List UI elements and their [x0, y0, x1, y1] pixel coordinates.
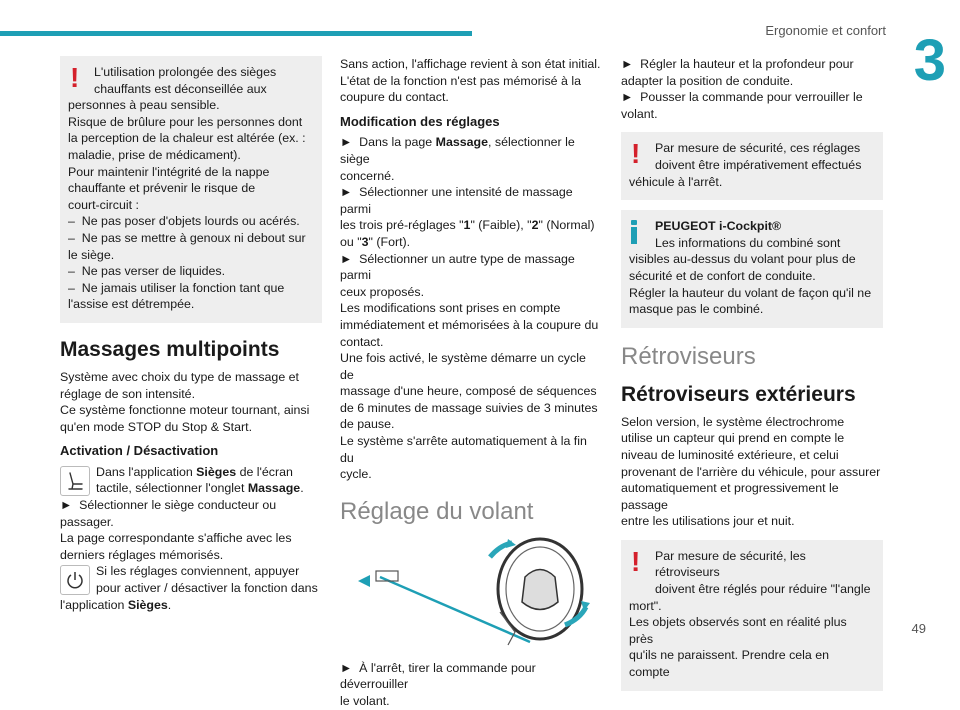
text-line: L'état de la fonction n'est pas mémorisé à la — [340, 73, 581, 88]
warning-exclamation-icon: ! — [631, 545, 641, 577]
text-line: le volant. — [340, 694, 390, 709]
section-title-mirrors: Rétroviseurs — [621, 342, 756, 370]
warning-box-heated-seats — [60, 56, 322, 323]
text-line: la perception de la chaleur est altérée (ex. : — [68, 131, 306, 146]
text-line: Risque de brûlure pour les personnes dont — [68, 114, 303, 129]
text-line: immédiatement et mémorisées à la coupure du — [340, 317, 599, 332]
text-line: tactile, sélectionner l'onglet Massage. — [96, 481, 304, 496]
text-line: ► Pousser la commande pour verrouiller le — [621, 90, 863, 105]
page-header-title: Ergonomie et confort — [765, 23, 886, 38]
section-title-exterior-mirrors: Rétroviseurs extérieurs — [621, 382, 856, 406]
subtitle-modification: Modification des réglages — [340, 113, 500, 129]
text-line: derniers réglages mémorisés. — [60, 547, 224, 562]
mirrors-body — [621, 414, 883, 530]
text-line: – Ne pas poser d'objets lourds ou acérés. — [68, 214, 300, 229]
text-line: Une fois activé, le système démarre un cycle de — [340, 351, 590, 382]
warning-text — [629, 545, 873, 598]
warning-exclamation-icon: ! — [631, 138, 641, 170]
text-line: doivent être réglés pour réduire "l'angle — [655, 582, 871, 597]
text-line: entre les utilisations jour et nuit. — [621, 514, 795, 529]
text-line: Ce système fonctionne moteur tournant, ainsi — [60, 403, 310, 418]
text-line: doivent être impérativement effectués — [655, 157, 862, 172]
section-title-steering: Réglage du volant — [340, 497, 534, 525]
text-line: contact. — [340, 334, 384, 349]
warning-box-mirrors — [621, 540, 883, 691]
text-line: La page correspondante s'affiche avec les — [60, 531, 292, 546]
text-line: masque pas le combiné. — [629, 302, 764, 317]
page-number: 49 — [911, 621, 926, 636]
text-line: qu'en mode STOP du Stop & Start. — [60, 419, 253, 434]
text-line: court-circuit : — [68, 197, 139, 212]
text-line: ou "3" (Fort). — [340, 234, 411, 249]
text-line: les trois pré-réglages "1" (Faible), "2" (Normal) — [340, 218, 595, 233]
app-seats-instruction — [60, 464, 322, 497]
text-line: provenant de l'arrière du véhicule, pour assurer — [621, 464, 881, 479]
info-text — [629, 218, 873, 251]
text-line: – Ne pas se mettre à genoux ni debout sur — [68, 230, 306, 245]
text-line: utilise un capteur qui prend en compte le — [621, 431, 845, 446]
header-accent-bar — [0, 31, 472, 36]
text-line: réglage de son intensité. — [60, 386, 196, 401]
text-line: massage d'une heure, composé de séquences — [340, 384, 597, 399]
subtitle-activation: Activation / Désactivation — [60, 443, 219, 459]
text-line: pour activer / désactiver la fonction dans — [96, 581, 318, 596]
text-line: Les modifications sont prises en compte — [340, 301, 561, 316]
column-3 — [621, 56, 883, 691]
text-line: – Ne pas verser de liquides. — [68, 264, 226, 279]
select-seat-steps — [60, 497, 322, 563]
column-1 — [60, 56, 322, 613]
section-title-massages: Massages multipoints — [60, 337, 280, 361]
text-line: concerné. — [340, 168, 395, 183]
col3-intro — [621, 56, 883, 122]
massage-intro — [60, 369, 322, 435]
text-line: véhicule à l'arrêt. — [629, 174, 723, 189]
text-line: cycle. — [340, 467, 372, 482]
text-line: Le système s'arrête automatiquement à la fin du — [340, 434, 591, 465]
text-line: de pause. — [340, 417, 395, 432]
text-line: mort". — [629, 598, 662, 613]
text-line: L'utilisation prolongée des sièges — [94, 65, 277, 79]
text-line: – Ne jamais utiliser la fonction tant que — [68, 280, 285, 295]
text-line: coupure du contact. — [340, 90, 449, 105]
text-line: ► Sélectionner un autre type de massage parmi — [340, 251, 579, 283]
text-line: Sans action, l'affichage revient à son état initial. — [340, 57, 601, 71]
text-line: ► Sélectionner une intensité de massage parmi — [340, 185, 577, 216]
warning-box-steering — [621, 132, 883, 200]
text-line: volant. — [621, 106, 658, 121]
text-line: automatiquement et progressivement le passage — [621, 481, 843, 512]
text-line: adapter la position de conduite. — [621, 73, 794, 88]
text-line: Si les réglages conviennent, appuyer — [96, 564, 300, 579]
warning-text-continued — [68, 97, 312, 313]
text-line: ► Sélectionner le siège conducteur ou — [60, 498, 277, 513]
text-line: Par mesure de sécurité, ces réglages — [655, 141, 861, 156]
text-line: Les informations du combiné sont — [655, 235, 841, 250]
text-line: le siège. — [68, 247, 115, 262]
power-icon — [60, 565, 90, 595]
warning-exclamation-icon: ! — [70, 62, 80, 93]
warning-text — [68, 64, 312, 97]
info-title: PEUGEOT i-Cockpit® — [655, 219, 782, 234]
power-instruction — [60, 563, 322, 613]
text-line: Selon version, le système électrochrome — [621, 414, 845, 429]
info-box-icockpit — [621, 210, 883, 328]
chapter-number: 3 — [913, 28, 946, 93]
text-line: ► Régler la hauteur et la profondeur pour — [621, 57, 854, 71]
text-line: chauffants est déconseillée aux — [94, 81, 267, 96]
text-line: passager. — [60, 514, 114, 529]
text-line: ► À l'arrêt, tirer la commande pour déverrouiller — [340, 660, 540, 692]
text-line: maladie, prise de médicament). — [68, 147, 241, 162]
info-icon — [631, 220, 637, 244]
text-line: ► Dans la page Massage, sélectionner le siège — [340, 135, 579, 166]
seat-app-icon — [60, 466, 90, 496]
text-line: Dans l'application Sièges de l'écran — [96, 464, 293, 479]
text-line: Pour maintenir l'intégrité de la nappe — [68, 164, 270, 179]
col2-intro — [340, 56, 602, 106]
text-line: sécurité et de confort de conduite. — [629, 268, 816, 283]
text-line: l'application Sièges. — [60, 597, 172, 612]
steering-wheel-illustration — [340, 537, 602, 652]
text-line: qu'ils ne paraissent. Prendre cela en compte — [629, 648, 833, 680]
text-line: l'assise est détrempée. — [68, 297, 195, 312]
text-line: personnes à peau sensible. — [68, 98, 220, 113]
text-line: niveau de luminosité extérieure, et celui — [621, 447, 839, 462]
column-2 — [340, 56, 602, 710]
steering-instruction — [340, 660, 602, 710]
text-line: visibles au-dessus du volant pour plus de — [629, 252, 856, 267]
text-line: ceux proposés. — [340, 284, 425, 299]
text-line: Régler la hauteur du volant de façon qu'il ne — [629, 285, 872, 300]
text-line: de 6 minutes de massage suivies de 3 minutes — [340, 400, 598, 415]
text-line: chauffante et prévenir le risque de — [68, 181, 256, 196]
text-line: Système avec choix du type de massage et — [60, 369, 299, 384]
warning-text — [629, 140, 873, 173]
modification-steps — [340, 134, 602, 482]
text-line: Par mesure de sécurité, les rétroviseurs — [655, 548, 810, 580]
text-line: Les objets observés sont en réalité plus près — [629, 615, 851, 646]
